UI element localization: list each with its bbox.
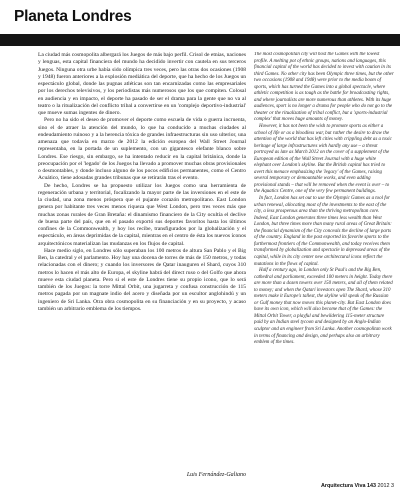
spanish-paragraph: La ciudad más cosmopolita albergará los Juegos de más bajo perfil. Crisol de etnias, naciones y lenguas, esta capital financiera del mundo ha decidido invertir con cautela en sus terceros Juegos. Ninguna otra urbe había sido olímpica tres veces, pero las otras dos ocasiones (1908 y 1948) fueron anteriores a la explosión mediática del deporte, que ha hecho de los Juegos un espectáculo global, donde las pugnas atléticas son tan encarnizadas como las empresariales por los derechos televisivos, y los periodistas más numerosos que los que compiten. Colosal en audiencia y en impacto, el deporte ha pasado de ser el drama para la gente que no va al teatro o la ritualización del conflicto tribal a convertirse en un 'complejo deportivo-industrial' que mueve sumas ingentes de dinero. [38,52,246,116]
spanish-paragraph: De hecho, Londres se ha propuesto utilizar los Juegos como una herramienta de regeneración urbana y territorial, focalizando la mayor parte de las inversiones en el este de la ciudad, una zona menos próspera que el pujante corazón metropolitano. East London genera por habitante tres veces menos riqueza que West London, pero tres veces más que muchas zonas rurales de Gran Bretaña: el dinamismo financiero de la City ocultía el declive de buena parte del país, que en el pasado exportó sus deportes favoritos hasta los últimos confines de la Commonwealth, y hoy los recibe, transfigurados por la globalización y el espectáculo, en áreas deprimidas de la capital, mientras en el centro de ésta los nuevos íconos arquitectónicos materializan las mudanzas en los flujos de capital. [38,182,246,247]
english-paragraph: The most cosmopolitan city will host the Games with the lowest profile. A melting pot of ethnic groups, nations and languages, this financial capital of the world has decided to invest with caution in its third Games. No other city has been Olympic three times, but the other two occasions (1908 and 1948) were prior to the media boom of sports, which has turned the Games into a global spectacle, where athletic competition is as tough as the battle for broadcasting rights, and where journalists are more numerous than athletes. With its huge audiences, sport is no longer a drama for people who do not go to the theater or the ritualization of tribal conflict, but a 'sports-industrial complex' that moves huge amounts of money. [254,52,394,123]
magazine-name: Arquitectura Viva 143 [320,483,376,489]
spanish-column [38,52,246,470]
page-footer [321,483,394,489]
page-info: 2012 3 [377,483,394,489]
english-column [254,52,394,470]
spanish-paragraph: Hace medio siglo, en Londres sólo superaban los 100 metros de altura San Pablo y el Big Ben, la catedral y el parlamento. Hoy hay una docena de torres de más de 150 metros, y todas relacionadas con el dinero; y cuando los inversores de Qatar inauguren el Shard, cuyos 310 metros lo hacen el más alto de Europa, el skyline habrá del direct ruso o del Golfo que ahora mueve esta ciudad planeta. Pero si el este de Londres tiene su propio icono, que lo será también de los Juegos: la torre Mittal Orbit, una jugarreta y confusa construcción de 115 metros pagada por un magnate indio del acero y diseñada por un escultor anglohindú y un ingeniero de Sri Lanka. Otra obra cosmopolita en su financiación y en su proyecto, y acaso también un arbitrario emblema de los tiempos. [38,247,246,312]
english-paragraph: Half a century ago, in London only St Paul's and the Big Ben, cathedral and parliament, exceeded 100 meters in height. Today there are more than a dozen towers over 150 meters, and all of them related to money; and when the Qatari investors open The Shard, whose 310 meters make it Europe's tallest, the skyline will speak of the Russian or Gulf money that now moves this planet-city. But East London does have its own icon, which will also become that of the Games: the Mittal Orbit Tower, a playful and bewildering 115-meter structure paid by an Indian steel tycoon and designed by an Anglo-Indian sculptor and an engineer from Sri Lanka. Another cosmopolitan work in terms of financing and design, and perhaps also an arbitrary emblem of the times. [254,268,393,346]
author-signature: Luis Fernández-Galiano [186,472,246,478]
spanish-paragraph: Pero no ha sido el deseo de promover el deporte como escuela de vida o guerra incruenta, sino el de atraer la atención del mundo, lo que ha conducido a muchas ciudades al endeudamiento ruinoso y a la herencia tóxica de grandes infraestructuras sin uso ulterior, una amenaza que todavía en marzo de 2012 la edición europea del Wall Street Journal representaba, en la portada de un suplemento, con un gigantesco elefante blanco sobre Londres. Ese riesgo, sin embargo, se ha intentado reducir en la capital británica, donde la preocupación por el 'legado' de los Juegos ha llevado a promover muchas obras provisionales o desmontables, y donde incluso alguno de los pocos edificios permanentes, como el Centro Acuático, tiene adosadas grandes tribunas que se retirarán tras el evento. [38,117,246,182]
article-title: Planeta Londres [14,8,132,25]
english-paragraph: However, it has not been the wish to promote sports as either a school of life or as a bloodless war, but rather the desire to draw the attention of the world that has left cities with crippling debt as a toxic heritage of large infrastructures with hardly any use – a threat portrayed as late as March 2012 on the cover of a supplement of the European edition of the Wall Street Journal with a huge white elephant over London's skyline. But the British capital has tried to avert this menace emphasizing the 'legacy' of the Games, raising several temporary or demountable works, and even adding provisional stands – that will be removed when the event is over – to the Aquatics Centre, one of the very few permanent buildings. [254,124,392,195]
header-rule [0,34,400,46]
english-paragraph: In fact, London has set out to use the Olympic Games as a tool for urban renewal, allocating most of the investments to the east of the city, a less prosperous area than the thriving metropolitan core. Indeed, East London generates three times less wealth than West London, but three times more than many rural areas of Great Britain: the financial dynamism of the City conceals the decline of large parts of the country. England in the past exported its favorite sports to the furthermost frontiers of the Commonwealth, and today receives them transformed by globalization and spectacle in depressed areas of the capital, while in its city center new architectural icons reflect the mutations in the flows of capital. [254,196,392,267]
